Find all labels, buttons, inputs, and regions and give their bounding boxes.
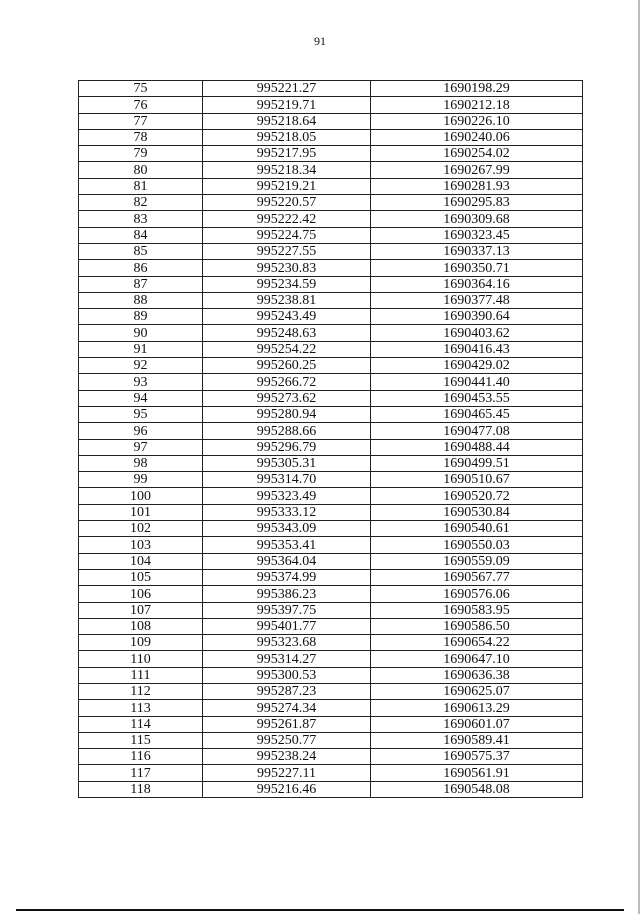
y-coordinate-cell: 1690403.62 <box>371 325 583 341</box>
y-coordinate-cell: 1690601.07 <box>371 716 583 732</box>
y-coordinate-cell: 1690583.95 <box>371 602 583 618</box>
y-coordinate-cell: 1690488.44 <box>371 439 583 455</box>
y-coordinate-cell: 1690589.41 <box>371 732 583 748</box>
y-coordinate-cell: 1690567.77 <box>371 569 583 585</box>
x-coordinate-cell: 995266.72 <box>203 374 371 390</box>
table-row <box>79 423 583 439</box>
table-row <box>79 667 583 683</box>
coordinates-table <box>78 80 583 798</box>
table-row <box>79 504 583 520</box>
y-coordinate-cell: 1690477.08 <box>371 423 583 439</box>
x-coordinate-cell: 995397.75 <box>203 602 371 618</box>
x-coordinate-cell: 995296.79 <box>203 439 371 455</box>
table-row <box>79 586 583 602</box>
point-number-cell: 100 <box>79 488 203 504</box>
point-number-cell: 95 <box>79 406 203 422</box>
point-number-cell: 77 <box>79 113 203 129</box>
point-number-cell: 112 <box>79 683 203 699</box>
point-number-cell: 84 <box>79 227 203 243</box>
x-coordinate-cell: 995323.68 <box>203 635 371 651</box>
table-row <box>79 749 583 765</box>
x-coordinate-cell: 995219.71 <box>203 97 371 113</box>
y-coordinate-cell: 1690198.29 <box>371 81 583 97</box>
point-number-cell: 99 <box>79 472 203 488</box>
point-number-cell: 89 <box>79 309 203 325</box>
x-coordinate-cell: 995224.75 <box>203 227 371 243</box>
point-number-cell: 86 <box>79 260 203 276</box>
y-coordinate-cell: 1690254.02 <box>371 146 583 162</box>
y-coordinate-cell: 1690586.50 <box>371 618 583 634</box>
table-row <box>79 537 583 553</box>
x-coordinate-cell: 995353.41 <box>203 537 371 553</box>
y-coordinate-cell: 1690267.99 <box>371 162 583 178</box>
table-row <box>79 276 583 292</box>
y-coordinate-cell: 1690295.83 <box>371 195 583 211</box>
point-number-cell: 110 <box>79 651 203 667</box>
x-coordinate-cell: 995288.66 <box>203 423 371 439</box>
y-coordinate-cell: 1690416.43 <box>371 341 583 357</box>
table-row <box>79 651 583 667</box>
y-coordinate-cell: 1690465.45 <box>371 406 583 422</box>
point-number-cell: 93 <box>79 374 203 390</box>
point-number-cell: 88 <box>79 292 203 308</box>
x-coordinate-cell: 995243.49 <box>203 309 371 325</box>
x-coordinate-cell: 995374.99 <box>203 569 371 585</box>
point-number-cell: 101 <box>79 504 203 520</box>
table-row <box>79 455 583 471</box>
x-coordinate-cell: 995218.34 <box>203 162 371 178</box>
point-number-cell: 79 <box>79 146 203 162</box>
table-row <box>79 521 583 537</box>
y-coordinate-cell: 1690647.10 <box>371 651 583 667</box>
table-row <box>79 162 583 178</box>
point-number-cell: 76 <box>79 97 203 113</box>
table-row <box>79 635 583 651</box>
y-coordinate-cell: 1690212.18 <box>371 97 583 113</box>
point-number-cell: 87 <box>79 276 203 292</box>
x-coordinate-cell: 995287.23 <box>203 683 371 699</box>
point-number-cell: 90 <box>79 325 203 341</box>
point-number-cell: 94 <box>79 390 203 406</box>
x-coordinate-cell: 995227.55 <box>203 243 371 259</box>
y-coordinate-cell: 1690441.40 <box>371 374 583 390</box>
table-row <box>79 292 583 308</box>
point-number-cell: 81 <box>79 178 203 194</box>
table-row <box>79 732 583 748</box>
y-coordinate-cell: 1690548.08 <box>371 781 583 797</box>
y-coordinate-cell: 1690309.68 <box>371 211 583 227</box>
point-number-cell: 116 <box>79 749 203 765</box>
x-coordinate-cell: 995343.09 <box>203 521 371 537</box>
x-coordinate-cell: 995261.87 <box>203 716 371 732</box>
x-coordinate-cell: 995254.22 <box>203 341 371 357</box>
point-number-cell: 114 <box>79 716 203 732</box>
table-row <box>79 553 583 569</box>
x-coordinate-cell: 995274.34 <box>203 700 371 716</box>
point-number-cell: 108 <box>79 618 203 634</box>
point-number-cell: 102 <box>79 521 203 537</box>
y-coordinate-cell: 1690636.38 <box>371 667 583 683</box>
y-coordinate-cell: 1690654.22 <box>371 635 583 651</box>
y-coordinate-cell: 1690364.16 <box>371 276 583 292</box>
table-row <box>79 700 583 716</box>
y-coordinate-cell: 1690337.13 <box>371 243 583 259</box>
y-coordinate-cell: 1690226.10 <box>371 113 583 129</box>
table-row <box>79 781 583 797</box>
x-coordinate-cell: 995260.25 <box>203 358 371 374</box>
x-coordinate-cell: 995280.94 <box>203 406 371 422</box>
point-number-cell: 82 <box>79 195 203 211</box>
table-row <box>79 472 583 488</box>
table-row <box>79 195 583 211</box>
x-coordinate-cell: 995220.57 <box>203 195 371 211</box>
point-number-cell: 85 <box>79 243 203 259</box>
table-row <box>79 618 583 634</box>
x-coordinate-cell: 995219.21 <box>203 178 371 194</box>
x-coordinate-cell: 995218.05 <box>203 129 371 145</box>
x-coordinate-cell: 995314.70 <box>203 472 371 488</box>
table-row <box>79 243 583 259</box>
point-number-cell: 106 <box>79 586 203 602</box>
table-row <box>79 406 583 422</box>
x-coordinate-cell: 995218.64 <box>203 113 371 129</box>
x-coordinate-cell: 995401.77 <box>203 618 371 634</box>
point-number-cell: 117 <box>79 765 203 781</box>
point-number-cell: 109 <box>79 635 203 651</box>
x-coordinate-cell: 995238.24 <box>203 749 371 765</box>
y-coordinate-cell: 1690576.06 <box>371 586 583 602</box>
y-coordinate-cell: 1690240.06 <box>371 129 583 145</box>
table-row <box>79 765 583 781</box>
x-coordinate-cell: 995314.27 <box>203 651 371 667</box>
point-number-cell: 98 <box>79 455 203 471</box>
x-coordinate-cell: 995333.12 <box>203 504 371 520</box>
table-row <box>79 146 583 162</box>
table-row <box>79 602 583 618</box>
coordinates-table-body <box>79 81 583 798</box>
table-row <box>79 390 583 406</box>
y-coordinate-cell: 1690613.29 <box>371 700 583 716</box>
y-coordinate-cell: 1690377.48 <box>371 292 583 308</box>
x-coordinate-cell: 995221.27 <box>203 81 371 97</box>
point-number-cell: 107 <box>79 602 203 618</box>
point-number-cell: 118 <box>79 781 203 797</box>
y-coordinate-cell: 1690323.45 <box>371 227 583 243</box>
table-row <box>79 227 583 243</box>
point-number-cell: 111 <box>79 667 203 683</box>
table-row <box>79 341 583 357</box>
y-coordinate-cell: 1690429.02 <box>371 358 583 374</box>
y-coordinate-cell: 1690499.51 <box>371 455 583 471</box>
x-coordinate-cell: 995222.42 <box>203 211 371 227</box>
x-coordinate-cell: 995238.81 <box>203 292 371 308</box>
point-number-cell: 80 <box>79 162 203 178</box>
point-number-cell: 96 <box>79 423 203 439</box>
table-row <box>79 129 583 145</box>
table-row <box>79 358 583 374</box>
x-coordinate-cell: 995230.83 <box>203 260 371 276</box>
table-row <box>79 488 583 504</box>
table-row <box>79 81 583 97</box>
y-coordinate-cell: 1690559.09 <box>371 553 583 569</box>
x-coordinate-cell: 995386.23 <box>203 586 371 602</box>
x-coordinate-cell: 995248.63 <box>203 325 371 341</box>
x-coordinate-cell: 995300.53 <box>203 667 371 683</box>
point-number-cell: 78 <box>79 129 203 145</box>
y-coordinate-cell: 1690520.72 <box>371 488 583 504</box>
y-coordinate-cell: 1690540.61 <box>371 521 583 537</box>
table-row <box>79 439 583 455</box>
table-row <box>79 325 583 341</box>
table-row <box>79 716 583 732</box>
y-coordinate-cell: 1690550.03 <box>371 537 583 553</box>
table-row <box>79 309 583 325</box>
x-coordinate-cell: 995323.49 <box>203 488 371 504</box>
table-row <box>79 374 583 390</box>
point-number-cell: 103 <box>79 537 203 553</box>
table-row <box>79 260 583 276</box>
y-coordinate-cell: 1690510.67 <box>371 472 583 488</box>
point-number-cell: 115 <box>79 732 203 748</box>
x-coordinate-cell: 995217.95 <box>203 146 371 162</box>
x-coordinate-cell: 995227.11 <box>203 765 371 781</box>
x-coordinate-cell: 995273.62 <box>203 390 371 406</box>
y-coordinate-cell: 1690561.91 <box>371 765 583 781</box>
point-number-cell: 97 <box>79 439 203 455</box>
page-edge-line <box>16 909 624 911</box>
point-number-cell: 113 <box>79 700 203 716</box>
y-coordinate-cell: 1690281.93 <box>371 178 583 194</box>
y-coordinate-cell: 1690575.37 <box>371 749 583 765</box>
point-number-cell: 104 <box>79 553 203 569</box>
x-coordinate-cell: 995234.59 <box>203 276 371 292</box>
point-number-cell: 92 <box>79 358 203 374</box>
y-coordinate-cell: 1690350.71 <box>371 260 583 276</box>
y-coordinate-cell: 1690453.55 <box>371 390 583 406</box>
y-coordinate-cell: 1690390.64 <box>371 309 583 325</box>
table-row <box>79 178 583 194</box>
table-row <box>79 113 583 129</box>
x-coordinate-cell: 995216.46 <box>203 781 371 797</box>
y-coordinate-cell: 1690530.84 <box>371 504 583 520</box>
y-coordinate-cell: 1690625.07 <box>371 683 583 699</box>
page-number: 91 <box>314 34 326 48</box>
point-number-cell: 105 <box>79 569 203 585</box>
point-number-cell: 83 <box>79 211 203 227</box>
x-coordinate-cell: 995305.31 <box>203 455 371 471</box>
table-row <box>79 97 583 113</box>
x-coordinate-cell: 995364.04 <box>203 553 371 569</box>
point-number-cell: 91 <box>79 341 203 357</box>
table-row <box>79 569 583 585</box>
point-number-cell: 75 <box>79 81 203 97</box>
table-row <box>79 683 583 699</box>
x-coordinate-cell: 995250.77 <box>203 732 371 748</box>
table-row <box>79 211 583 227</box>
